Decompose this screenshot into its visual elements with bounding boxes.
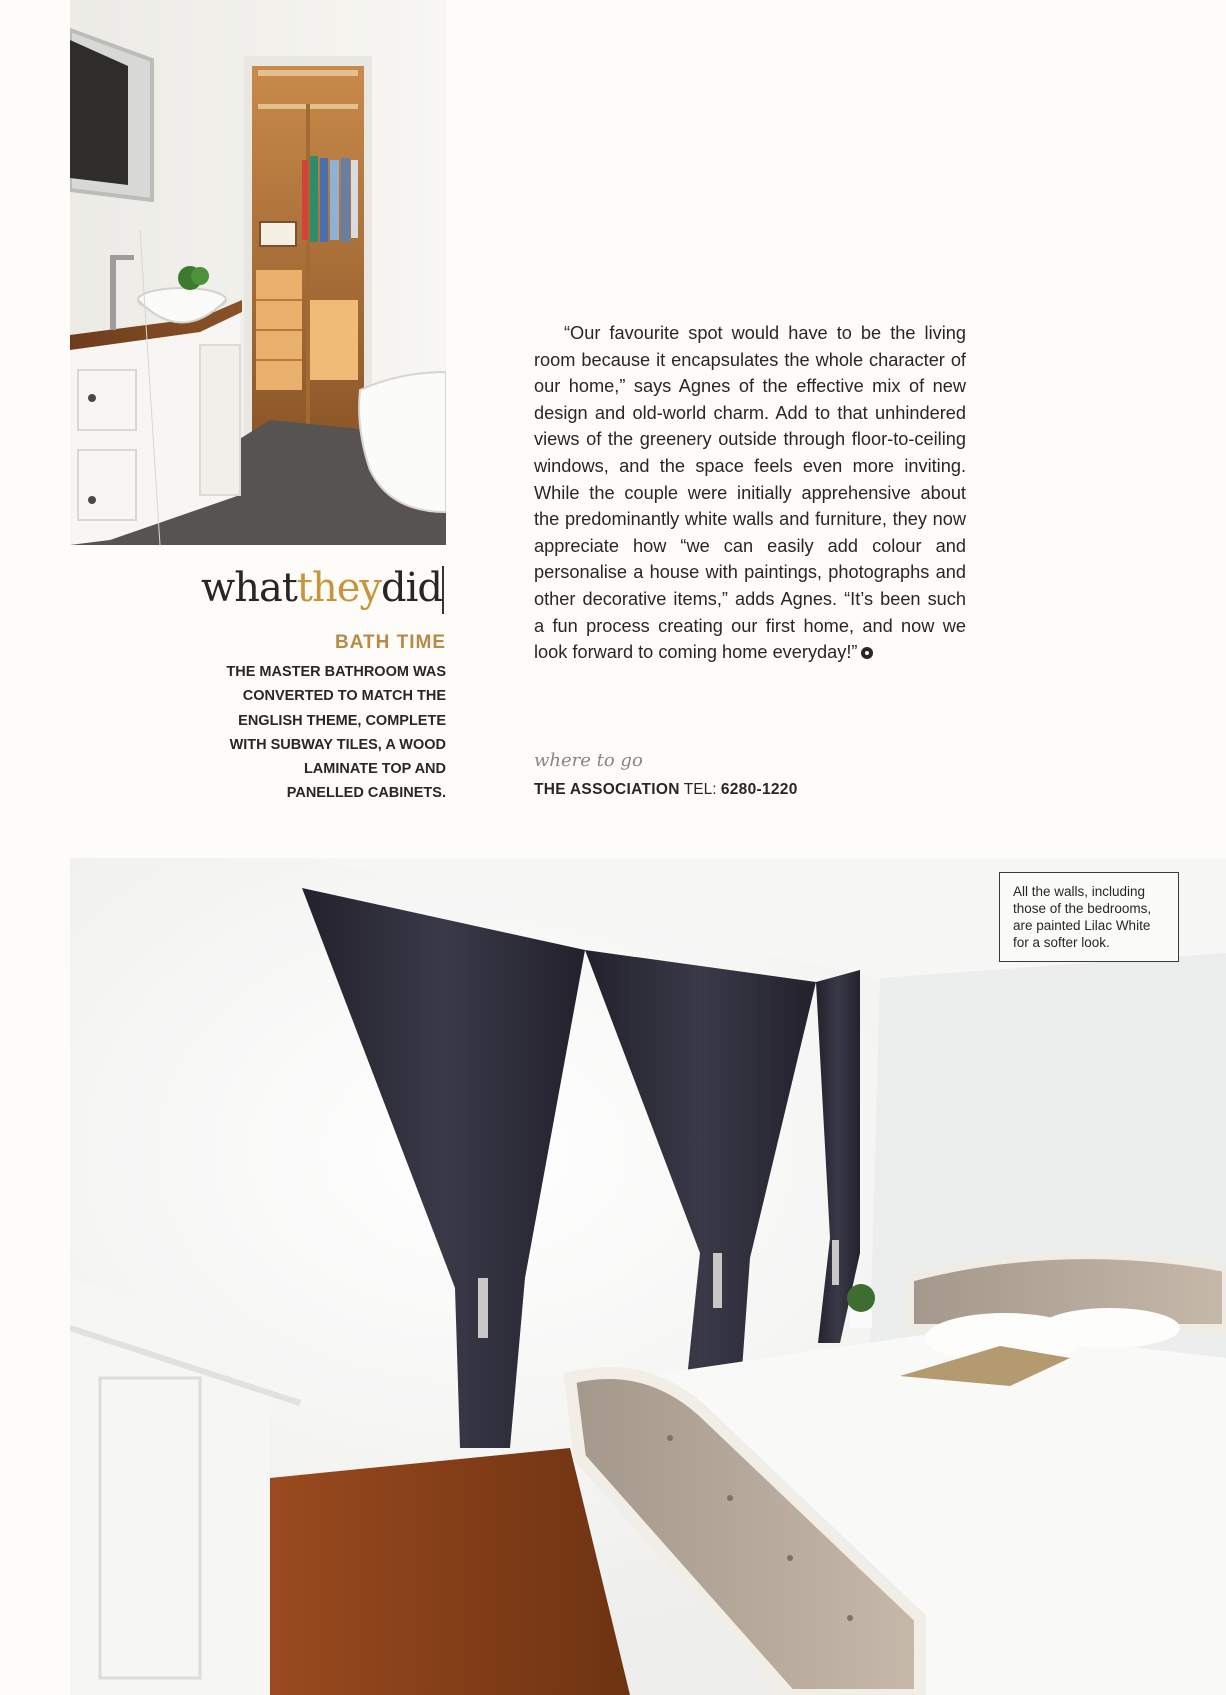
heading-did: did xyxy=(380,565,442,611)
sidebar-subhead: BATH TIME xyxy=(334,632,446,653)
heading-what: what xyxy=(200,565,297,611)
photo-caption xyxy=(999,872,1179,962)
venue-name: THE ASSOCIATION xyxy=(534,781,680,798)
end-mark-icon xyxy=(861,647,873,659)
sidebar-line: THE MASTER BATHROOM WAS xyxy=(226,664,446,680)
sidebar-line: ENGLISH THEME, COMPLETE xyxy=(238,712,446,729)
sidebar-line: LAMINATE TOP AND xyxy=(303,761,446,778)
sidebar-heading xyxy=(150,565,442,611)
article-paragraph: “Our favourite spot would have to be the living room because it encapsulates the whole character of our home,” says Agnes of the effective mix of new design and old-world charm. Add to that unhindered views of the greenery outside through floor-to-ceiling windows, and the space feels even more inviting. While the couple were initially apprehensive about the predominantly white walls and furniture, they now appreciate how “we can easily add colour and personalise a house with paintings, photographs and other decorative items,” adds Agnes. “It’s been such a fun process creating our first home, and now we look forward to coming home everyday!” xyxy=(534,323,966,663)
where-to-go-listing xyxy=(534,781,798,799)
sidebar-body xyxy=(196,660,446,806)
sidebar-line: PANELLED CABINETS. xyxy=(286,785,446,802)
caption-line: are painted Lilac White xyxy=(1013,918,1151,933)
sidebar-line: WITH SUBWAY TILES, A WOOD xyxy=(229,736,446,753)
caption-line: for a softer look. xyxy=(1013,935,1110,950)
bedroom-photo xyxy=(70,858,1226,1695)
bathroom-photo xyxy=(70,0,446,545)
sidebar-line: CONVERTED TO MATCH THE xyxy=(242,688,446,705)
where-to-go-label: where to go xyxy=(534,750,643,771)
heading-rule xyxy=(442,566,444,614)
caption-line: those of the bedrooms, xyxy=(1013,901,1152,916)
tel-number: 6280-1220 xyxy=(720,781,798,798)
caption-line: All the walls, including xyxy=(1013,884,1146,899)
tel-label: TEL: xyxy=(683,781,717,798)
article-body xyxy=(534,320,966,666)
heading-they: they xyxy=(296,565,381,611)
